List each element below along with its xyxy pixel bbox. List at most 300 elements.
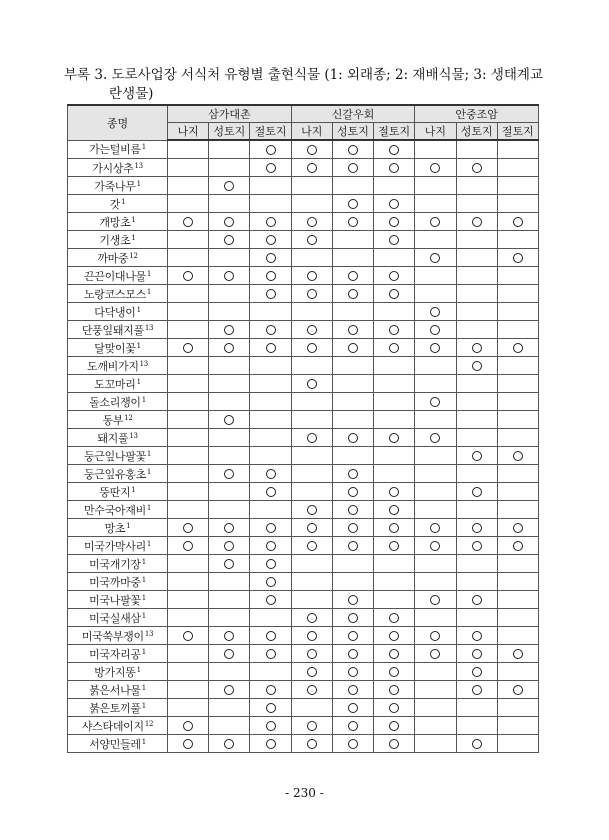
species-name: 도꼬마리 xyxy=(94,377,136,391)
circle-icon xyxy=(472,631,482,641)
presence-cell xyxy=(374,519,415,537)
presence-cell xyxy=(250,645,291,663)
presence-cell xyxy=(250,735,291,753)
presence-cell xyxy=(291,249,332,267)
presence-cell xyxy=(456,339,497,357)
circle-icon xyxy=(307,343,317,353)
species-category-superscript: 1 xyxy=(141,701,146,710)
species-name-cell xyxy=(68,681,168,699)
presence-cell xyxy=(497,717,538,735)
circle-icon xyxy=(389,163,399,173)
presence-cell xyxy=(250,699,291,717)
presence-cell xyxy=(374,285,415,303)
presence-cell xyxy=(209,537,250,555)
circle-icon xyxy=(307,667,317,677)
group-header: 신갈우회 xyxy=(291,105,415,123)
presence-cell xyxy=(250,357,291,375)
species-category-superscript: 13 xyxy=(144,629,154,638)
presence-cell xyxy=(209,339,250,357)
circle-icon xyxy=(389,685,399,695)
presence-cell xyxy=(415,140,456,159)
presence-cell xyxy=(250,627,291,645)
presence-cell xyxy=(456,447,497,465)
presence-cell xyxy=(415,735,456,753)
presence-cell xyxy=(497,663,538,681)
presence-cell xyxy=(209,177,250,195)
species-name-cell xyxy=(68,231,168,249)
presence-cell xyxy=(497,447,538,465)
species-name-cell xyxy=(68,285,168,303)
circle-icon xyxy=(307,235,317,245)
species-name-cell xyxy=(68,609,168,627)
presence-cell xyxy=(456,159,497,177)
presence-cell xyxy=(415,717,456,735)
presence-cell xyxy=(332,321,373,339)
presence-cell xyxy=(374,483,415,501)
presence-cell xyxy=(209,627,250,645)
presence-cell xyxy=(168,429,209,447)
presence-cell xyxy=(456,429,497,447)
circle-icon xyxy=(266,271,276,281)
table-row xyxy=(68,393,539,411)
species-name: 미국까마중 xyxy=(89,575,141,589)
table-row xyxy=(68,339,539,357)
presence-cell xyxy=(168,501,209,519)
table-row xyxy=(68,717,539,735)
table-row xyxy=(68,177,539,195)
species-name: 갓 xyxy=(109,197,121,211)
presence-cell xyxy=(332,501,373,519)
presence-cell xyxy=(291,663,332,681)
presence-cell xyxy=(250,483,291,501)
presence-cell xyxy=(497,285,538,303)
circle-icon xyxy=(307,631,317,641)
presence-cell xyxy=(332,735,373,753)
presence-cell xyxy=(497,411,538,429)
presence-cell xyxy=(374,627,415,645)
circle-icon xyxy=(307,271,317,281)
habitat-header: 나지 xyxy=(291,123,332,141)
table-row xyxy=(68,321,539,339)
table-row xyxy=(68,213,539,231)
presence-cell xyxy=(250,339,291,357)
species-name: 미국실새삼 xyxy=(89,611,141,625)
presence-cell xyxy=(497,177,538,195)
circle-icon xyxy=(348,271,358,281)
species-name-cell xyxy=(68,735,168,753)
presence-cell xyxy=(415,375,456,393)
presence-cell xyxy=(168,663,209,681)
circle-icon xyxy=(389,271,399,281)
species-name-cell xyxy=(68,159,168,177)
presence-cell xyxy=(168,140,209,159)
presence-cell xyxy=(497,699,538,717)
circle-icon xyxy=(224,271,234,281)
presence-cell xyxy=(497,339,538,357)
presence-cell xyxy=(374,159,415,177)
presence-cell xyxy=(291,627,332,645)
species-name-cell xyxy=(68,140,168,159)
circle-icon xyxy=(348,469,358,479)
presence-cell xyxy=(168,195,209,213)
circle-icon xyxy=(472,163,482,173)
presence-cell xyxy=(497,195,538,213)
presence-cell xyxy=(291,267,332,285)
species-name-cell xyxy=(68,339,168,357)
circle-icon xyxy=(266,343,276,353)
presence-cell xyxy=(332,213,373,231)
presence-cell xyxy=(374,339,415,357)
presence-cell xyxy=(209,393,250,411)
presence-cell xyxy=(497,159,538,177)
presence-cell xyxy=(415,501,456,519)
circle-icon xyxy=(472,685,482,695)
presence-cell xyxy=(332,555,373,573)
presence-cell xyxy=(250,411,291,429)
presence-cell xyxy=(456,735,497,753)
circle-icon xyxy=(224,469,234,479)
circle-icon xyxy=(183,721,193,731)
title-line-2: 란생물) xyxy=(109,86,154,102)
presence-cell xyxy=(209,375,250,393)
species-name-cell xyxy=(68,483,168,501)
presence-cell xyxy=(332,249,373,267)
presence-cell xyxy=(209,231,250,249)
species-name: 단풍잎돼지풀 xyxy=(81,323,144,337)
presence-cell xyxy=(209,303,250,321)
species-name-cell xyxy=(68,411,168,429)
presence-cell xyxy=(291,321,332,339)
presence-cell xyxy=(456,663,497,681)
presence-cell xyxy=(250,140,291,159)
species-name: 가시상추 xyxy=(92,161,134,175)
circle-icon xyxy=(266,163,276,173)
presence-cell xyxy=(250,537,291,555)
presence-cell xyxy=(374,177,415,195)
circle-icon xyxy=(224,235,234,245)
presence-cell xyxy=(250,267,291,285)
presence-cell xyxy=(168,303,209,321)
circle-icon xyxy=(266,577,276,587)
circle-icon xyxy=(348,145,358,155)
circle-icon xyxy=(348,487,358,497)
presence-cell xyxy=(456,177,497,195)
table-row xyxy=(68,681,539,699)
presence-cell xyxy=(209,699,250,717)
table-row xyxy=(68,501,539,519)
habitat-header: 나지 xyxy=(415,123,456,141)
species-category-superscript: 1 xyxy=(141,395,146,404)
presence-cell xyxy=(332,573,373,591)
presence-cell xyxy=(374,537,415,555)
circle-icon xyxy=(513,649,523,659)
presence-cell xyxy=(332,591,373,609)
presence-cell xyxy=(415,159,456,177)
species-name: 돼지풀 xyxy=(97,431,129,445)
presence-cell xyxy=(168,357,209,375)
presence-cell xyxy=(456,609,497,627)
presence-cell xyxy=(209,483,250,501)
presence-cell xyxy=(250,609,291,627)
presence-cell xyxy=(250,591,291,609)
presence-cell xyxy=(374,681,415,699)
presence-cell xyxy=(415,429,456,447)
circle-icon xyxy=(389,235,399,245)
presence-cell xyxy=(291,609,332,627)
circle-icon xyxy=(389,703,399,713)
species-name: 미국개기장 xyxy=(89,557,141,571)
species-category-superscript: 12 xyxy=(129,251,138,260)
circle-icon xyxy=(266,649,276,659)
presence-cell xyxy=(374,213,415,231)
circle-icon xyxy=(307,325,317,335)
presence-cell xyxy=(415,321,456,339)
species-name: 가는털비름 xyxy=(89,143,141,157)
circle-icon xyxy=(183,217,193,227)
circle-icon xyxy=(430,325,440,335)
table-row xyxy=(68,195,539,213)
circle-icon xyxy=(389,289,399,299)
species-name: 가죽나무 xyxy=(94,179,136,193)
circle-icon xyxy=(430,631,440,641)
presence-cell xyxy=(332,177,373,195)
presence-cell xyxy=(209,717,250,735)
habitat-header: 나지 xyxy=(168,123,209,141)
circle-icon xyxy=(224,217,234,227)
species-name-cell xyxy=(68,537,168,555)
species-name: 동부 xyxy=(102,413,124,427)
table-row xyxy=(68,267,539,285)
presence-cell xyxy=(456,213,497,231)
presence-cell xyxy=(374,573,415,591)
species-name-cell xyxy=(68,393,168,411)
circle-icon xyxy=(224,685,234,695)
circle-icon xyxy=(307,523,317,533)
presence-cell xyxy=(332,483,373,501)
species-name: 개망초 xyxy=(99,215,131,229)
presence-cell xyxy=(456,591,497,609)
circle-icon xyxy=(266,469,276,479)
presence-cell xyxy=(374,321,415,339)
table-row xyxy=(68,483,539,501)
circle-icon xyxy=(389,631,399,641)
circle-icon xyxy=(266,253,276,263)
circle-icon xyxy=(348,433,358,443)
presence-cell xyxy=(209,501,250,519)
circle-icon xyxy=(307,649,317,659)
presence-cell xyxy=(209,213,250,231)
species-name: 붉은토끼풀 xyxy=(89,701,141,715)
presence-cell xyxy=(456,195,497,213)
presence-cell xyxy=(456,231,497,249)
circle-icon xyxy=(266,289,276,299)
presence-cell xyxy=(291,339,332,357)
presence-cell xyxy=(415,573,456,591)
presence-cell xyxy=(374,393,415,411)
table-row xyxy=(68,645,539,663)
presence-cell xyxy=(209,465,250,483)
presence-cell xyxy=(332,447,373,465)
table-row xyxy=(68,465,539,483)
species-category-superscript: 1 xyxy=(141,683,146,692)
presence-cell xyxy=(332,663,373,681)
circle-icon xyxy=(348,523,358,533)
presence-cell xyxy=(415,195,456,213)
presence-cell xyxy=(168,267,209,285)
species-category-superscript: 1 xyxy=(141,143,146,152)
species-name-cell xyxy=(68,555,168,573)
species-name-cell xyxy=(68,213,168,231)
presence-cell xyxy=(497,249,538,267)
presence-cell xyxy=(168,285,209,303)
presence-cell xyxy=(456,303,497,321)
circle-icon xyxy=(389,541,399,551)
presence-cell xyxy=(291,465,332,483)
circle-icon xyxy=(513,343,523,353)
presence-cell xyxy=(291,681,332,699)
presence-cell xyxy=(291,213,332,231)
table-row xyxy=(68,231,539,249)
presence-cell xyxy=(332,519,373,537)
presence-cell xyxy=(497,573,538,591)
presence-cell xyxy=(374,195,415,213)
species-name-cell xyxy=(68,501,168,519)
species-name-cell xyxy=(68,321,168,339)
species-category-superscript: 1 xyxy=(136,341,141,350)
species-category-superscript: 12 xyxy=(144,719,154,728)
species-name-cell xyxy=(68,717,168,735)
circle-icon xyxy=(348,649,358,659)
presence-cell xyxy=(415,393,456,411)
species-category-superscript: 1 xyxy=(131,233,136,242)
presence-cell xyxy=(497,321,538,339)
presence-cell xyxy=(332,699,373,717)
species-name: 미국나팔꽃 xyxy=(89,593,141,607)
presence-cell xyxy=(209,159,250,177)
presence-cell xyxy=(374,375,415,393)
presence-cell xyxy=(250,447,291,465)
presence-cell xyxy=(332,140,373,159)
presence-cell xyxy=(332,375,373,393)
circle-icon xyxy=(307,541,317,551)
species-name: 기생초 xyxy=(99,233,131,247)
habitat-header: 성토지 xyxy=(332,123,373,141)
presence-cell xyxy=(415,249,456,267)
presence-cell xyxy=(168,519,209,537)
circle-icon xyxy=(348,289,358,299)
presence-cell xyxy=(291,411,332,429)
circle-icon xyxy=(389,667,399,677)
circle-icon xyxy=(472,523,482,533)
presence-cell xyxy=(209,591,250,609)
presence-cell xyxy=(168,555,209,573)
presence-cell xyxy=(209,249,250,267)
circle-icon xyxy=(266,235,276,245)
circle-icon xyxy=(266,703,276,713)
species-category-superscript: 1 xyxy=(146,269,152,278)
circle-icon xyxy=(266,325,276,335)
presence-cell xyxy=(291,357,332,375)
species-name-cell xyxy=(68,249,168,267)
presence-cell xyxy=(209,267,250,285)
presence-cell xyxy=(250,573,291,591)
presence-cell xyxy=(374,555,415,573)
presence-cell xyxy=(456,321,497,339)
presence-cell xyxy=(456,699,497,717)
table-row xyxy=(68,537,539,555)
circle-icon xyxy=(266,721,276,731)
presence-cell xyxy=(497,735,538,753)
species-name: 붉은서나물 xyxy=(89,683,141,697)
presence-cell xyxy=(374,699,415,717)
presence-cell xyxy=(415,627,456,645)
presence-cell xyxy=(456,393,497,411)
presence-cell xyxy=(415,591,456,609)
presence-cell xyxy=(456,627,497,645)
presence-cell xyxy=(209,195,250,213)
table-group-header-row xyxy=(68,105,539,123)
circle-icon xyxy=(266,685,276,695)
circle-icon xyxy=(348,721,358,731)
presence-cell xyxy=(209,609,250,627)
appendix-title xyxy=(64,66,554,104)
presence-cell xyxy=(250,159,291,177)
presence-cell xyxy=(209,735,250,753)
circle-icon xyxy=(472,667,482,677)
species-category-superscript: 1 xyxy=(141,575,146,584)
species-category-superscript: 1 xyxy=(146,539,152,548)
species-category-superscript: 1 xyxy=(136,179,141,188)
species-category-superscript: 1 xyxy=(131,215,136,224)
presence-cell xyxy=(168,231,209,249)
circle-icon xyxy=(513,541,523,551)
presence-cell xyxy=(250,717,291,735)
circle-icon xyxy=(224,631,234,641)
presence-cell xyxy=(415,303,456,321)
circle-icon xyxy=(266,217,276,227)
presence-cell xyxy=(291,447,332,465)
presence-cell xyxy=(168,411,209,429)
presence-cell xyxy=(291,591,332,609)
presence-cell xyxy=(497,213,538,231)
circle-icon xyxy=(513,217,523,227)
circle-icon xyxy=(472,541,482,551)
presence-cell xyxy=(168,627,209,645)
species-name-cell xyxy=(68,429,168,447)
presence-cell xyxy=(250,375,291,393)
table-row xyxy=(68,447,539,465)
circle-icon xyxy=(266,739,276,749)
presence-cell xyxy=(168,717,209,735)
presence-cell xyxy=(168,177,209,195)
presence-cell xyxy=(497,303,538,321)
habitat-header: 성토지 xyxy=(456,123,497,141)
presence-cell xyxy=(168,573,209,591)
circle-icon xyxy=(389,145,399,155)
circle-icon xyxy=(348,631,358,641)
presence-cell xyxy=(168,339,209,357)
species-category-superscript: 1 xyxy=(146,287,152,296)
title-line-1: 부록 3. 도로사업장 서식처 유형별 출현식물 (1: 외래종; 2: 재배식물; 3: 생태계교 xyxy=(64,67,544,83)
presence-cell xyxy=(497,537,538,555)
presence-cell xyxy=(374,140,415,159)
presence-cell xyxy=(374,591,415,609)
circle-icon xyxy=(307,217,317,227)
presence-cell xyxy=(415,681,456,699)
presence-cell xyxy=(497,501,538,519)
presence-cell xyxy=(168,321,209,339)
circle-icon xyxy=(266,523,276,533)
